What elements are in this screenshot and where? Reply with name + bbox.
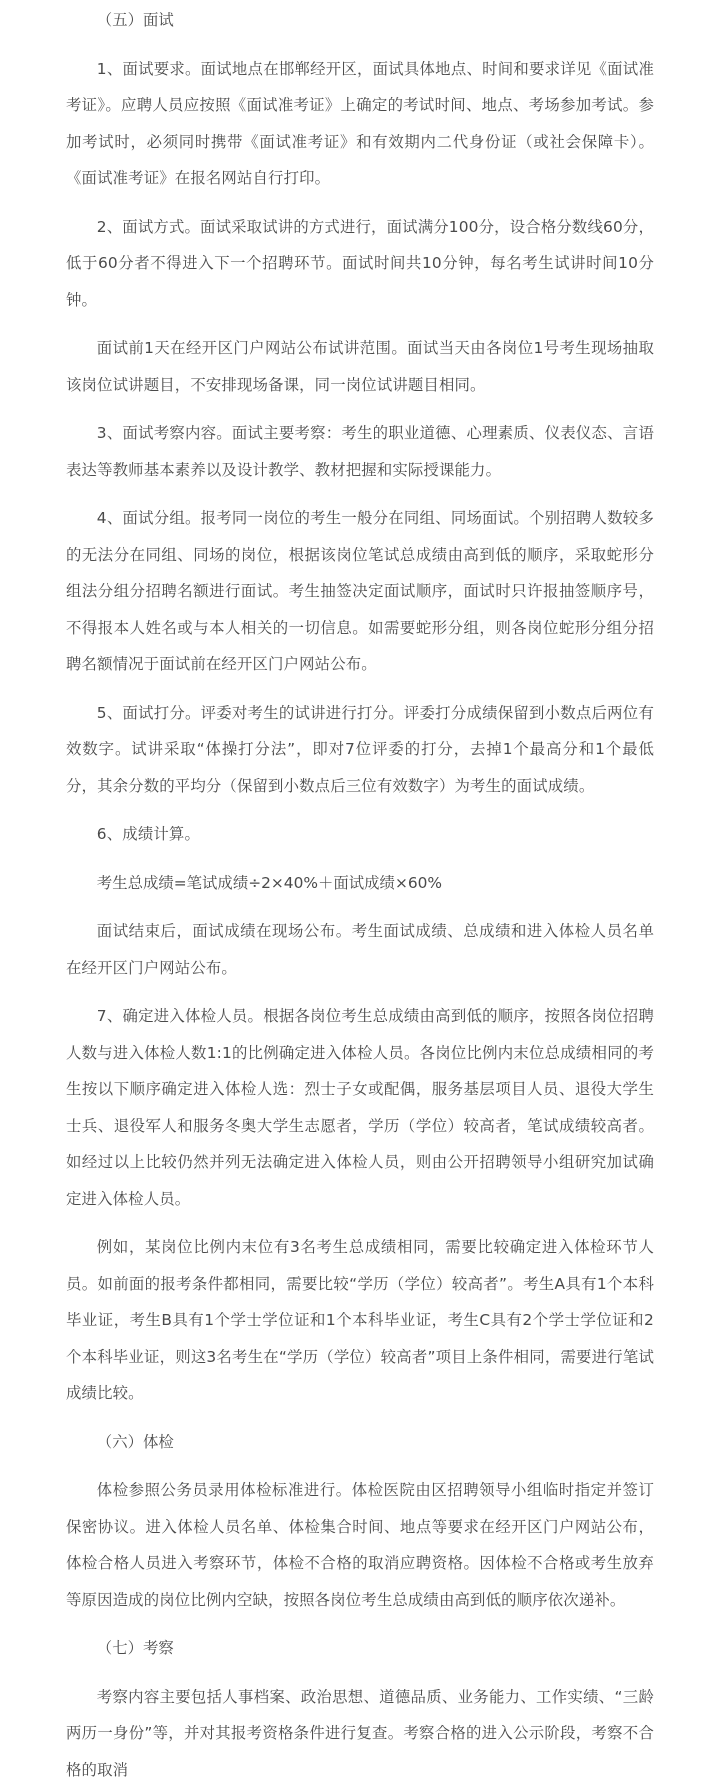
paragraph-interview-scoring: 5、面试打分。评委对考生的试讲进行打分。评委打分成绩保留到小数点后两位有效数字。试讲采取“体操打分法”，即对7位评委的打分，去掉1个最高分和1个最低分，其余分数的平均分（保留到小数点后三位有效数字）为考生的面试成绩。 (66, 695, 654, 805)
paragraph-score-publish: 面试结束后，面试成绩在现场公布。考生面试成绩、总成绩和进入体检人员名单在经开区门户网站公布。 (66, 913, 654, 986)
paragraph-interview-content: 3、面试考察内容。面试主要考察：考生的职业道德、心理素质、仪表仪态、言语表达等教师基本素养以及设计教学、教材把握和实际授课能力。 (66, 415, 654, 488)
paragraph-physical-exam: 体检参照公务员录用体检标准进行。体检医院由区招聘领导小组临时指定并签订保密协议。进入体检人员名单、体检集合时间、地点等要求在经开区门户网站公布，体检合格人员进入考察环节，体检不合格的取消应聘资格。因体检不合格或考生放弃等原因造成的岗位比例内空缺，按照各岗位考生总成绩由高到低的顺序依次递补。 (66, 1472, 654, 1618)
section-heading-interview: （五）面试 (66, 2, 654, 39)
paragraph-interview-requirements: 1、面试要求。面试地点在邯郸经开区，面试具体地点、时间和要求详见《面试准考证》。应聘人员应按照《面试准考证》上确定的考试时间、地点、考场参加考试。参加考试时，必须同时携带《面试准考证》和有效期内二代身份证（或社会保障卡）。《面试准考证》在报名网站自行打印。 (66, 51, 654, 197)
paragraph-investigation: 考察内容主要包括人事档案、政治思想、道德品质、业务能力、工作实绩、“三龄两历一身份”等，并对其报考资格条件进行复查。考察合格的进入公示阶段，考察不合格的取消 (66, 1679, 654, 1788)
paragraph-lecture-scope: 面试前1天在经开区门户网站公布试讲范围。面试当天由各岗位1号考生现场抽取该岗位试讲题目，不安排现场备课，同一岗位试讲题目相同。 (66, 330, 654, 403)
paragraph-score-calc-title: 6、成绩计算。 (66, 816, 654, 853)
paragraph-interview-grouping: 4、面试分组。报考同一岗位的考生一般分在同组、同场面试。个别招聘人数较多的无法分在同组、同场的岗位，根据该岗位笔试总成绩由高到低的顺序，采取蛇形分组法分组分招聘名额进行面试。考生抽签决定面试顺序，面试时只许报抽签顺序号，不得报本人姓名或与本人相关的一切信息。如需要蛇形分组，则各岗位蛇形分组分招聘名额情况于面试前在经开区门户网站公布。 (66, 500, 654, 683)
paragraph-physical-exam-selection: 7、确定进入体检人员。根据各岗位考生总成绩由高到低的顺序，按照各岗位招聘人数与进入体检人数1:1的比例确定进入体检人员。各岗位比例内末位总成绩相同的考生按以下顺序确定进入体检人选：烈士子女或配偶，服务基层项目人员、退役大学生士兵、退役军人和服务冬奥大学生志愿者，学历（学位）较高者，笔试成绩较高者。如经过以上比较仍然并列无法确定进入体检人员，则由公开招聘领导小组研究加试确定进入体检人员。 (66, 998, 654, 1217)
paragraph-interview-method: 2、面试方式。面试采取试讲的方式进行，面试满分100分，设合格分数线60分，低于60分者不得进入下一个招聘环节。面试时间共10分钟，每名考生试讲时间10分钟。 (66, 209, 654, 319)
section-heading-investigation: （七）考察 (66, 1630, 654, 1667)
score-formula: 考生总成绩=笔试成绩÷2×40%＋面试成绩×60% (66, 865, 654, 902)
section-heading-physical-exam: （六）体检 (66, 1424, 654, 1461)
paragraph-example: 例如，某岗位比例内末位有3名考生总成绩相同，需要比较确定进入体检环节人员。如前面的报考条件都相同，需要比较“学历（学位）较高者”。考生A具有1个本科毕业证，考生B具有1个学士学位证和1个本科毕业证，考生C具有2个学士学位证和2个本科毕业证，则这3名考生在“学历（学位）较高者”项目上条件相同，需要进行笔试成绩比较。 (66, 1229, 654, 1412)
